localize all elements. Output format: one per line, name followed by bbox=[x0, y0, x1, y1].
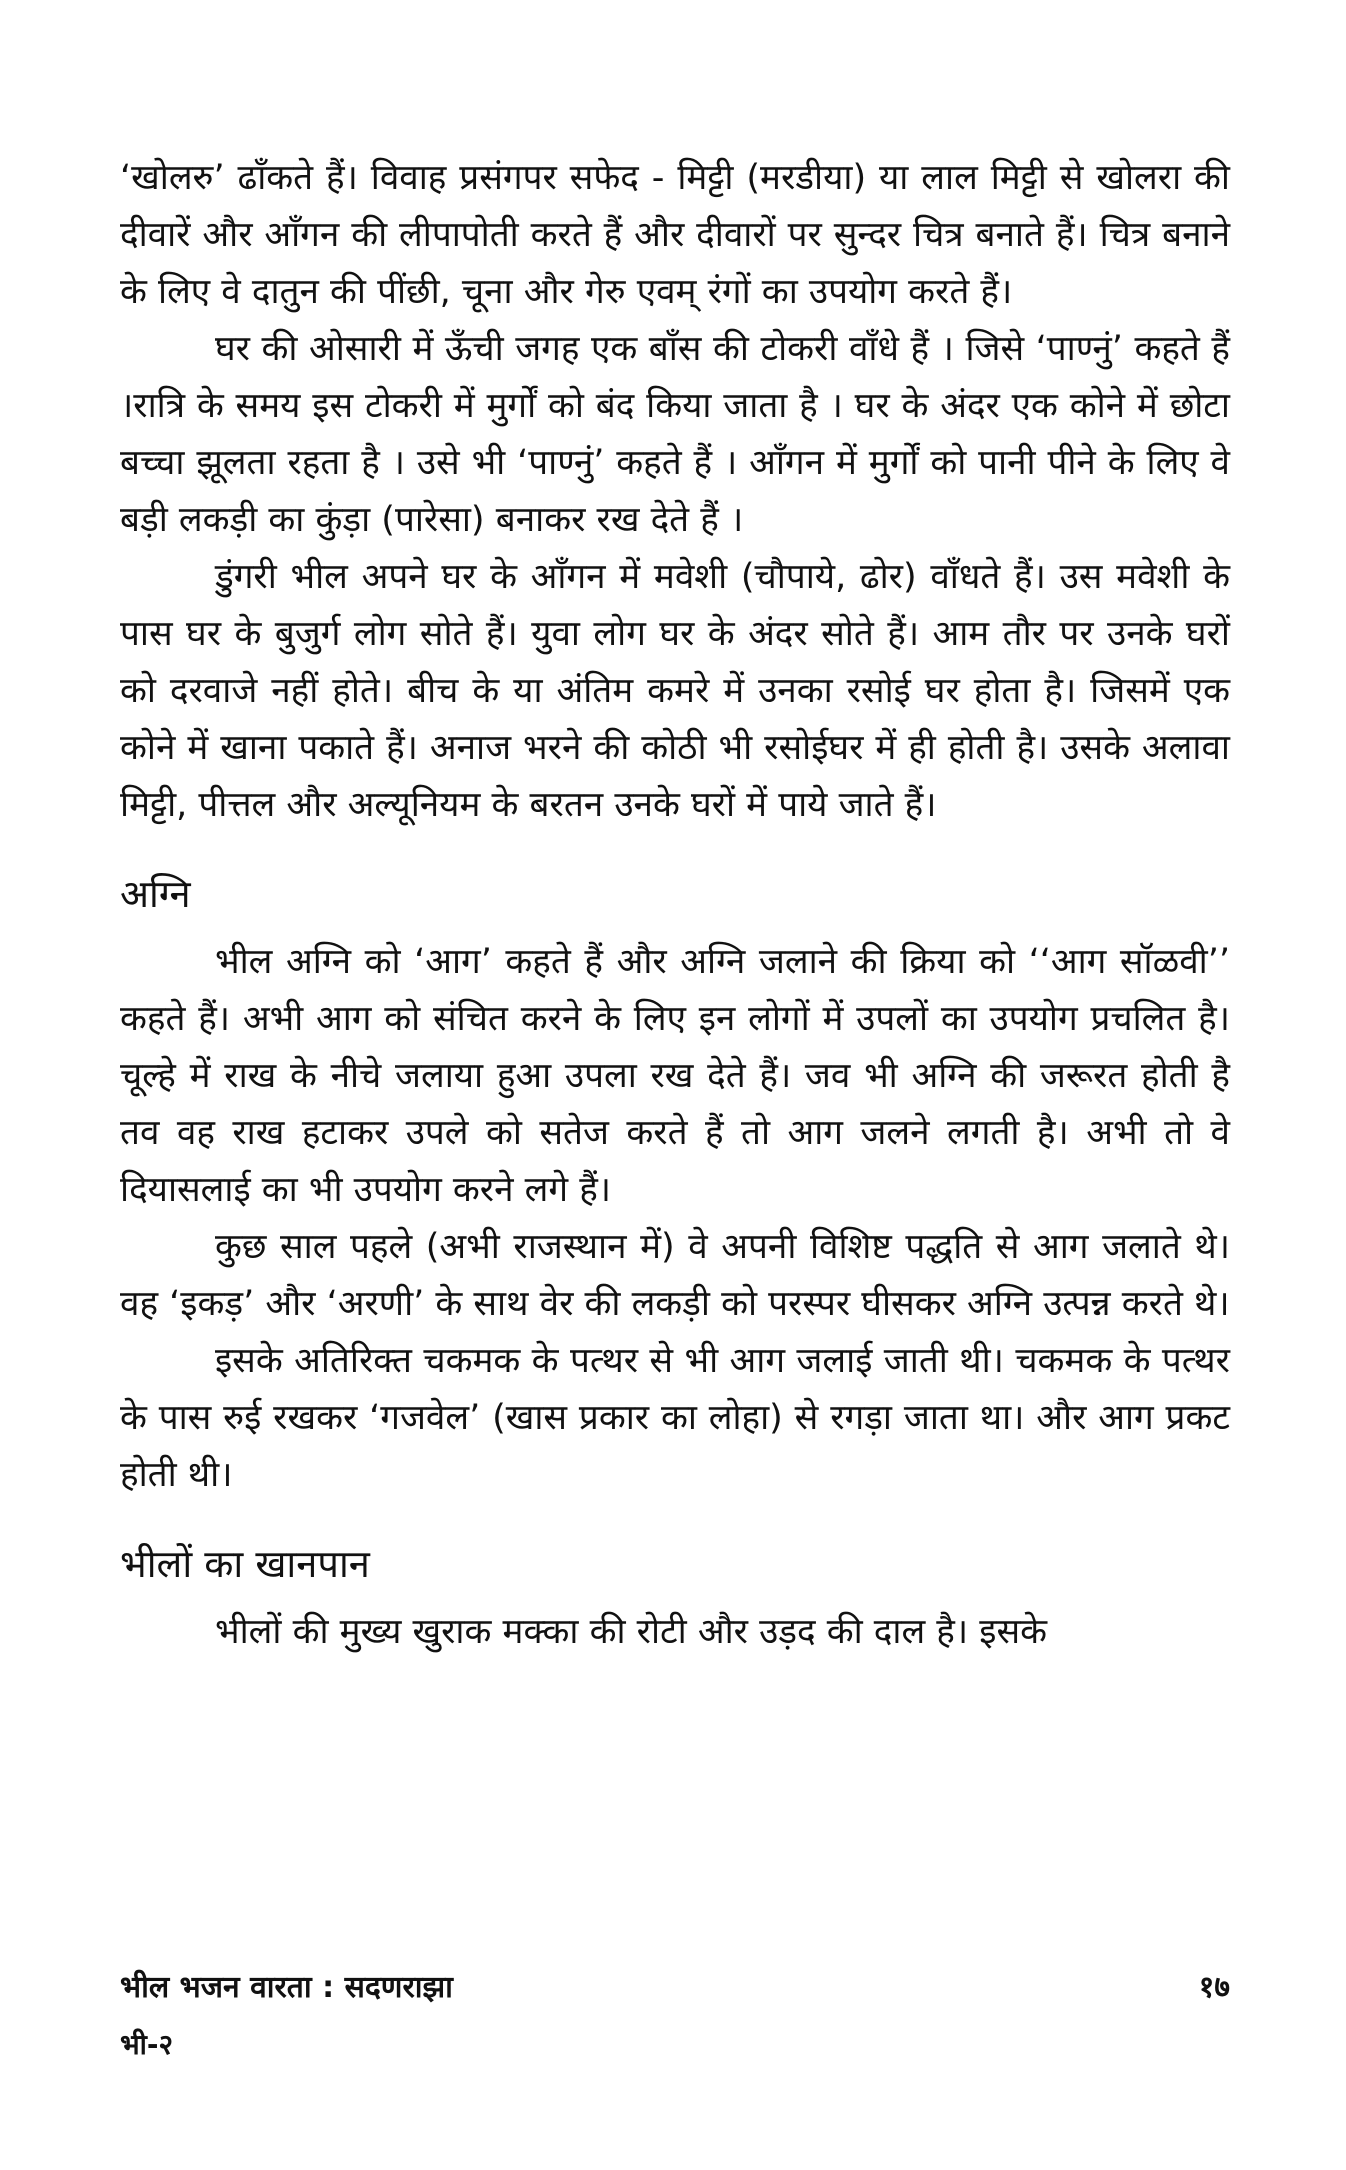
section-heading-khanpan: भीलों का खानपान bbox=[120, 1542, 370, 1586]
page-body bbox=[120, 150, 1230, 1661]
paragraph: भीलों की मुख्य खुराक मक्का की रोटी और उड़द की दाल है। इसके bbox=[215, 1612, 1048, 1652]
paragraph: इसके अतिरिक्त चकमक के पत्थर से भी आग जलाई जाती थी। चकमक के पत्थर के पास रुई रखकर ‘गजवेल’ (खास प्रकार का लोहा) से रगड़ा जाता था। और आग प्रकट होती थी। bbox=[120, 1341, 1230, 1495]
page-number: १७ bbox=[1198, 1970, 1230, 2005]
paragraph: भील अग्नि को ‘आग’ कहते हैं और अग्नि जलाने की क्रिया को ‘‘आग सॉळवी’’ कहते हैं। अभी आग को संचित करने के लिए इन लोगों में उपलों का उपयोग प्रचलित है। चूल्हे में राख के नीचे जलाया हुआ उपला रख देते हैं। जव भी अग्नि की जरूरत होती है तव वह राख हटाकर उपले को सतेज करते हैं तो आग जलने लगती है। अभी तो वे दियासलाई का भी उपयोग करने लगे हैं। bbox=[120, 942, 1230, 1210]
paragraph: डुंगरी भील अपने घर के आँगन में मवेशी (चौपाये, ढोर) वाँधते हैं। उस मवेशी के पास घर के बुजुर्ग लोग सोते हैं। युवा लोग घर के अंदर सोते हैं। आम तौर पर उनके घरों को दरवाजे नहीं होते। बीच के या अंतिम कमरे में उनका रसोई घर होता है। जिसमें एक कोने में खाना पकाते हैं। अनाज भरने की कोठी भी रसोईघर में ही होती है। उसके अलावा मिट्टी, पीत्तल और अल्यूनियम के बरतन उनके घरों में पाये जाते हैं। bbox=[120, 557, 1230, 825]
paragraph: ‘खोलरु’ ढाँकते हैं। विवाह प्रसंगपर सफेद - मिट्टी (मरडीया) या लाल मिट्टी से खोलरा की दीवारें और आँगन की लीपापोती करते हैं और दीवारों पर सुन्दर चित्र बनाते हैं। चित्र बनाने के लिए वे दातुन की पींछी, चूना और गेरु एवम् रंगों का उपयोग करते हैं। bbox=[120, 158, 1230, 312]
paragraph: कुछ साल पहले (अभी राजस्थान में) वे अपनी विशिष्ट पद्धति से आग जलाते थे। वह ‘इकड़’ और ‘अरणी’ के साथ वेर की लकड़ी को परस्पर घीसकर अग्नि उत्पन्न करते थे। bbox=[120, 1227, 1230, 1324]
printer-signature-mark: भी-२ bbox=[120, 2028, 174, 2061]
section-heading-agni: अग्नि bbox=[120, 872, 191, 916]
paragraph: घर की ओसारी में ऊँची जगह एक बाँस की टोकरी वाँधे हैं । जिसे ‘पाण्नुं’ कहते हैं ।रात्रि के समय इस टोकरी में मुर्गों को बंद किया जाता है । घर के अंदर एक कोने में छोटा बच्चा झूलता रहता है । उसे भी ‘पाण्नुं’ कहते हैं । आँगन में मुर्गों को पानी पीने के लिए वे बड़ी लकड़ी का कुंड़ा (पारेसा) बनाकर रख देते हैं । bbox=[120, 329, 1230, 540]
footer-book-title: भील भजन वारता : सदणराझा bbox=[120, 1970, 453, 2005]
